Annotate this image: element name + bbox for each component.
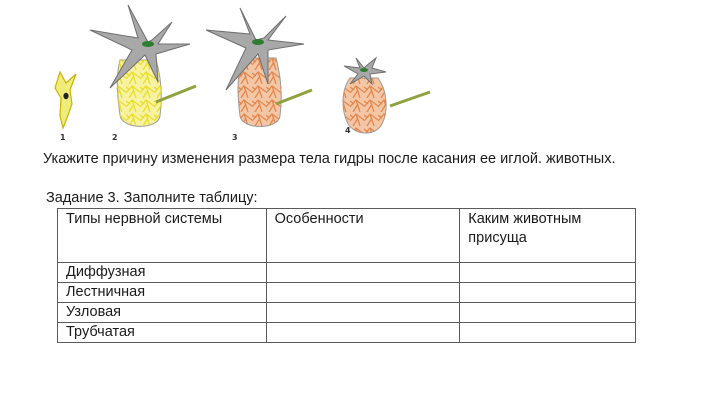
hydra-figure (0, 0, 710, 150)
table-row (58, 263, 636, 283)
row-animals-cell[interactable] (460, 303, 636, 323)
row-features-cell[interactable] (266, 283, 460, 303)
hydra-4-contracted (343, 58, 430, 133)
hydra-1-contracted (55, 72, 76, 128)
hydra-2-yellow (90, 5, 196, 126)
row-features-cell[interactable] (266, 263, 460, 283)
row-type-ladder: Лестничная (58, 283, 267, 303)
figure-label-2: 2 (112, 133, 118, 142)
header-features: Особенности (266, 209, 460, 263)
row-features-cell[interactable] (266, 323, 460, 343)
row-features-cell[interactable] (266, 303, 460, 323)
figure-label-4: 4 (345, 126, 351, 135)
table-row (58, 303, 636, 323)
nervous-system-table (57, 208, 636, 343)
table-header-row (58, 209, 636, 263)
row-type-nodal: Узловая (58, 303, 267, 323)
question-text: Укажите причину изменения размера тела гидры после касания ее иглой. животных. (43, 151, 616, 167)
row-type-diffuse: Диффузная (58, 263, 267, 283)
hydra-3-orange (206, 8, 312, 127)
task-title: Задание 3. Заполните таблицу: (46, 190, 258, 206)
figure-label-1: 1 (60, 133, 66, 142)
row-type-tubular: Трубчатая (58, 323, 267, 343)
row-animals-cell[interactable] (460, 263, 636, 283)
header-animals: Каким животным присуща (460, 209, 636, 263)
row-animals-cell[interactable] (460, 323, 636, 343)
table-row (58, 283, 636, 303)
table-row (58, 323, 636, 343)
row-animals-cell[interactable] (460, 283, 636, 303)
header-type: Типы нервной системы (58, 209, 267, 263)
figure-label-3: 3 (232, 133, 238, 142)
